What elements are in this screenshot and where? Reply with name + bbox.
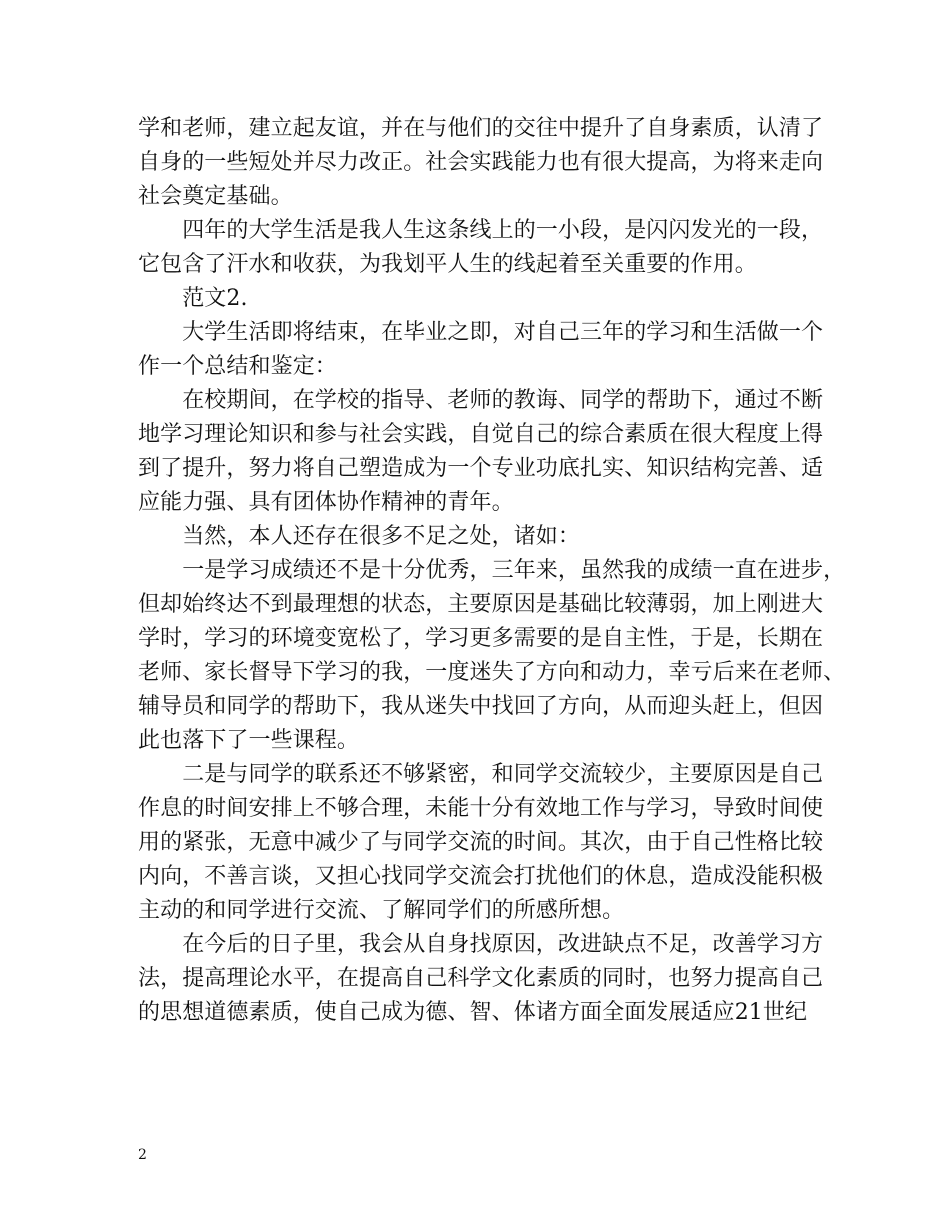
text-line: 此也落下了一些课程。 — [138, 728, 360, 753]
text-line: 老师、家长督导下学习的我，一度迷失了方向和动力，幸亏后来在老师、 — [138, 660, 846, 685]
text-line: 法，提高理论水平，在提高自己科学文化素质的同时，也努力提高自己 — [138, 966, 824, 991]
text-line: 用的紧张，无意中减少了与同学交流的时间。其次，由于自己性格比较 — [138, 830, 824, 855]
text-line: 主动的和同学进行交流、了解同学们的所感所想。 — [138, 898, 625, 923]
text-line: 的思想道德素质，使自己成为德、智、体诸方面全面发展适应21世纪 — [138, 1000, 808, 1025]
text-line: 一是学习成绩还不是十分优秀，三年来，虽然我的成绩一直在进步， — [138, 558, 846, 583]
document-body — [138, 112, 846, 1030]
text-line: 二是与同学的联系还不够紧密，和同学交流较少，主要原因是自己 — [138, 762, 824, 787]
text-line: 社会奠定基础。 — [138, 184, 293, 209]
text-line: 在校期间，在学校的指导、老师的教诲、同学的帮助下，通过不断 — [138, 388, 824, 413]
text-line: 应能力强、具有团体协作精神的青年。 — [138, 490, 514, 515]
text-line: 学时，学习的环境变宽松了，学习更多需要的是自主性，于是，长期在 — [138, 626, 824, 651]
text-line: 地学习理论知识和参与社会实践，自觉自己的综合素质在很大程度上得 — [138, 422, 824, 447]
text-line: 在今后的日子里，我会从自身找原因，改进缺点不足，改善学习方 — [138, 932, 824, 957]
text-line: 作息的时间安排上不够合理，未能十分有效地工作与学习，导致时间使 — [138, 796, 824, 821]
text-line: 它包含了汗水和收获，为我划平人生的线起着至关重要的作用。 — [138, 252, 757, 277]
text-line: 作一个总结和鉴定： — [138, 354, 337, 379]
section-heading: 范文2. — [138, 286, 248, 311]
text-line: 学和老师，建立起友谊，并在与他们的交往中提升了自身素质，认清了 — [138, 116, 824, 141]
text-line: 到了提升，努力将自己塑造成为一个专业功底扎实、知识结构完善、适 — [138, 456, 824, 481]
text-line: 四年的大学生活是我人生这条线上的一小段，是闪闪发光的一段， — [138, 218, 824, 243]
text-line: 内向，不善言谈，又担心找同学交流会打扰他们的休息，造成没能积极 — [138, 864, 824, 889]
text-line: 当然，本人还存在很多不足之处，诸如： — [138, 524, 581, 549]
text-line: 自身的一些短处并尽力改正。社会实践能力也有很大提高，为将来走向 — [138, 150, 824, 175]
text-line: 大学生活即将结束，在毕业之即，对自己三年的学习和生活做一个 — [138, 320, 824, 345]
page-number: 2 — [138, 1147, 147, 1163]
text-line: 但却始终达不到最理想的状态，主要原因是基础比较薄弱，加上刚进大 — [138, 592, 824, 617]
text-line: 辅导员和同学的帮助下，我从迷失中找回了方向，从而迎头赶上，但因 — [138, 694, 824, 719]
